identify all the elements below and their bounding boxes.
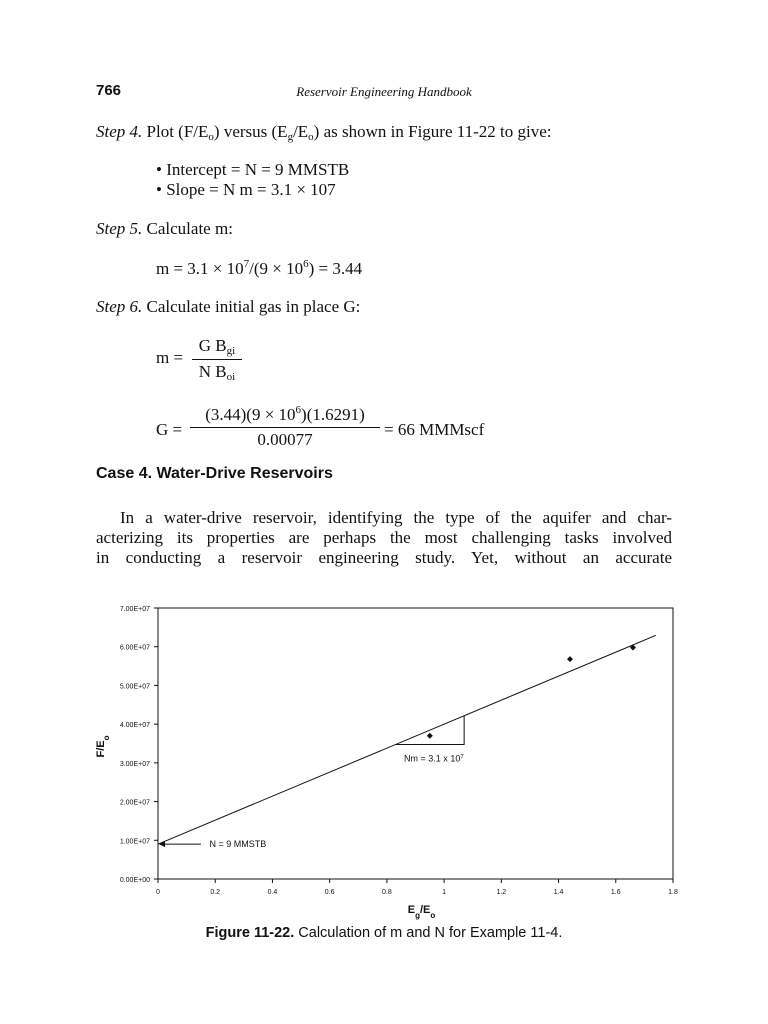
g-fraction [190, 404, 380, 450]
m-lhs: m = [156, 348, 184, 367]
step4-label: Step 4. [96, 122, 143, 141]
y-label-sub: o [101, 735, 111, 741]
step6-line [96, 297, 360, 317]
x-label-main: E [407, 904, 416, 916]
chart-marks [158, 635, 656, 850]
bullet-slope: • Slope = N m = 3.1 × 107 [156, 180, 336, 199]
x-tick-label: 1 [442, 889, 447, 896]
running-head: Reservoir Engineering Handbook [296, 84, 472, 99]
eq-sup: 6 [303, 258, 309, 270]
x-axis-label [408, 904, 436, 920]
step5-equation [156, 258, 362, 279]
y-tick-label: 0.00E+00 [119, 877, 150, 884]
step5-label: Step 5. [96, 219, 143, 238]
step6-text: Calculate initial gas in place G: [142, 297, 361, 316]
paragraph-line: in conducting a reservoir engineering study. Yet, without an accurate [96, 548, 672, 567]
x-label-sub: g [415, 910, 420, 920]
intercept-annotation: N = 9 MMSTB [209, 839, 267, 850]
step5-line [96, 219, 233, 239]
fraction-bar [190, 427, 380, 428]
x-tick-label: 0.4 [267, 889, 278, 896]
m-numerator [192, 336, 242, 357]
x-tick-label: 1.4 [553, 889, 564, 896]
chart-axes [120, 606, 678, 896]
step4-sub: o [208, 131, 214, 143]
eq-part: ) = 3.44 [308, 259, 363, 278]
x-tick-label: 0.2 [210, 889, 221, 896]
y-tick-label: 3.00E+07 [119, 760, 150, 768]
paragraph-line: In a water-drive reservoir, identifying the type of the aquifer and char- [120, 508, 672, 527]
eq-sup: 7 [243, 258, 250, 270]
x-tick-label: 0 [156, 889, 160, 896]
step4-sub: o [308, 131, 314, 143]
m-fraction [192, 336, 242, 383]
den-sub: oi [226, 371, 236, 383]
step4-text: Plot (F/E [142, 122, 209, 141]
g-num-text: )(1.6291) [301, 405, 365, 424]
num-sub: gi [226, 345, 236, 357]
g-num-text: (3.44)(9 × 10 [205, 405, 296, 424]
case4-paragraph [96, 508, 672, 568]
step4-line [96, 122, 552, 143]
eq-part: /(9 × 10 [249, 259, 304, 278]
step4-text: ) as shown in Figure 11-22 to give: [313, 122, 552, 141]
y-tick-label: 6.00E+07 [119, 644, 150, 652]
slope-label-sup: 7 [460, 754, 464, 761]
y-tick-label: 4.00E+07 [119, 722, 150, 730]
x-label-sub: o [430, 910, 436, 920]
eq-part: m = 3.1 × 10 [156, 259, 244, 278]
g-num-sup: 6 [295, 404, 302, 416]
m-denominator [192, 362, 242, 383]
slope-annotation [404, 754, 464, 764]
g-lhs: G = [156, 420, 183, 439]
x-tick-label: 1.8 [668, 889, 678, 896]
y-tick-label: 2.00E+07 [119, 799, 150, 807]
data-point [427, 733, 433, 739]
x-label-mid: /E [419, 904, 431, 916]
g-rhs: = 66 MMMscf [384, 420, 485, 439]
caption-label: Figure 11-22. [205, 925, 295, 941]
x-tick-label: 1.6 [610, 889, 621, 896]
y-axis-label [95, 735, 111, 757]
slope-label-text: Nm = 3.1 x 10 [404, 753, 461, 764]
x-tick-label: 0.8 [382, 889, 392, 896]
paragraph-line: acterizing its properties are perhaps the most challenging tasks involved [96, 528, 672, 547]
num-text: G B [198, 336, 227, 355]
g-denominator: 0.00077 [257, 430, 313, 449]
figure-caption [0, 925, 768, 941]
step5-text: Calculate m: [142, 219, 233, 238]
den-text: N B [198, 362, 227, 381]
y-tick-label: 7.00E+07 [119, 606, 150, 613]
step6-label: Step 6. [96, 297, 143, 316]
y-label-main: F/E [95, 740, 107, 758]
g-numerator [190, 404, 380, 425]
y-tick-label: 5.00E+07 [119, 683, 150, 691]
section-heading: Case 4. Water-Drive Reservoirs [96, 465, 333, 482]
y-tick-label: 1.00E+07 [119, 838, 150, 846]
fit-line [158, 635, 656, 844]
fraction-bar [192, 359, 242, 360]
data-point [567, 656, 573, 662]
x-tick-label: 1.2 [496, 889, 507, 896]
x-tick-label: 0.6 [324, 889, 335, 896]
bullet-intercept: • Intercept = N = 9 MMSTB [156, 160, 350, 179]
caption-text: Calculation of m and N for Example 11-4. [294, 925, 563, 941]
step4-text: ) versus (E [213, 122, 288, 141]
step4-sub: g [287, 131, 294, 143]
step4-text: /E [293, 122, 309, 141]
figure-chart [0, 590, 768, 920]
page-number: 766 [96, 82, 122, 99]
